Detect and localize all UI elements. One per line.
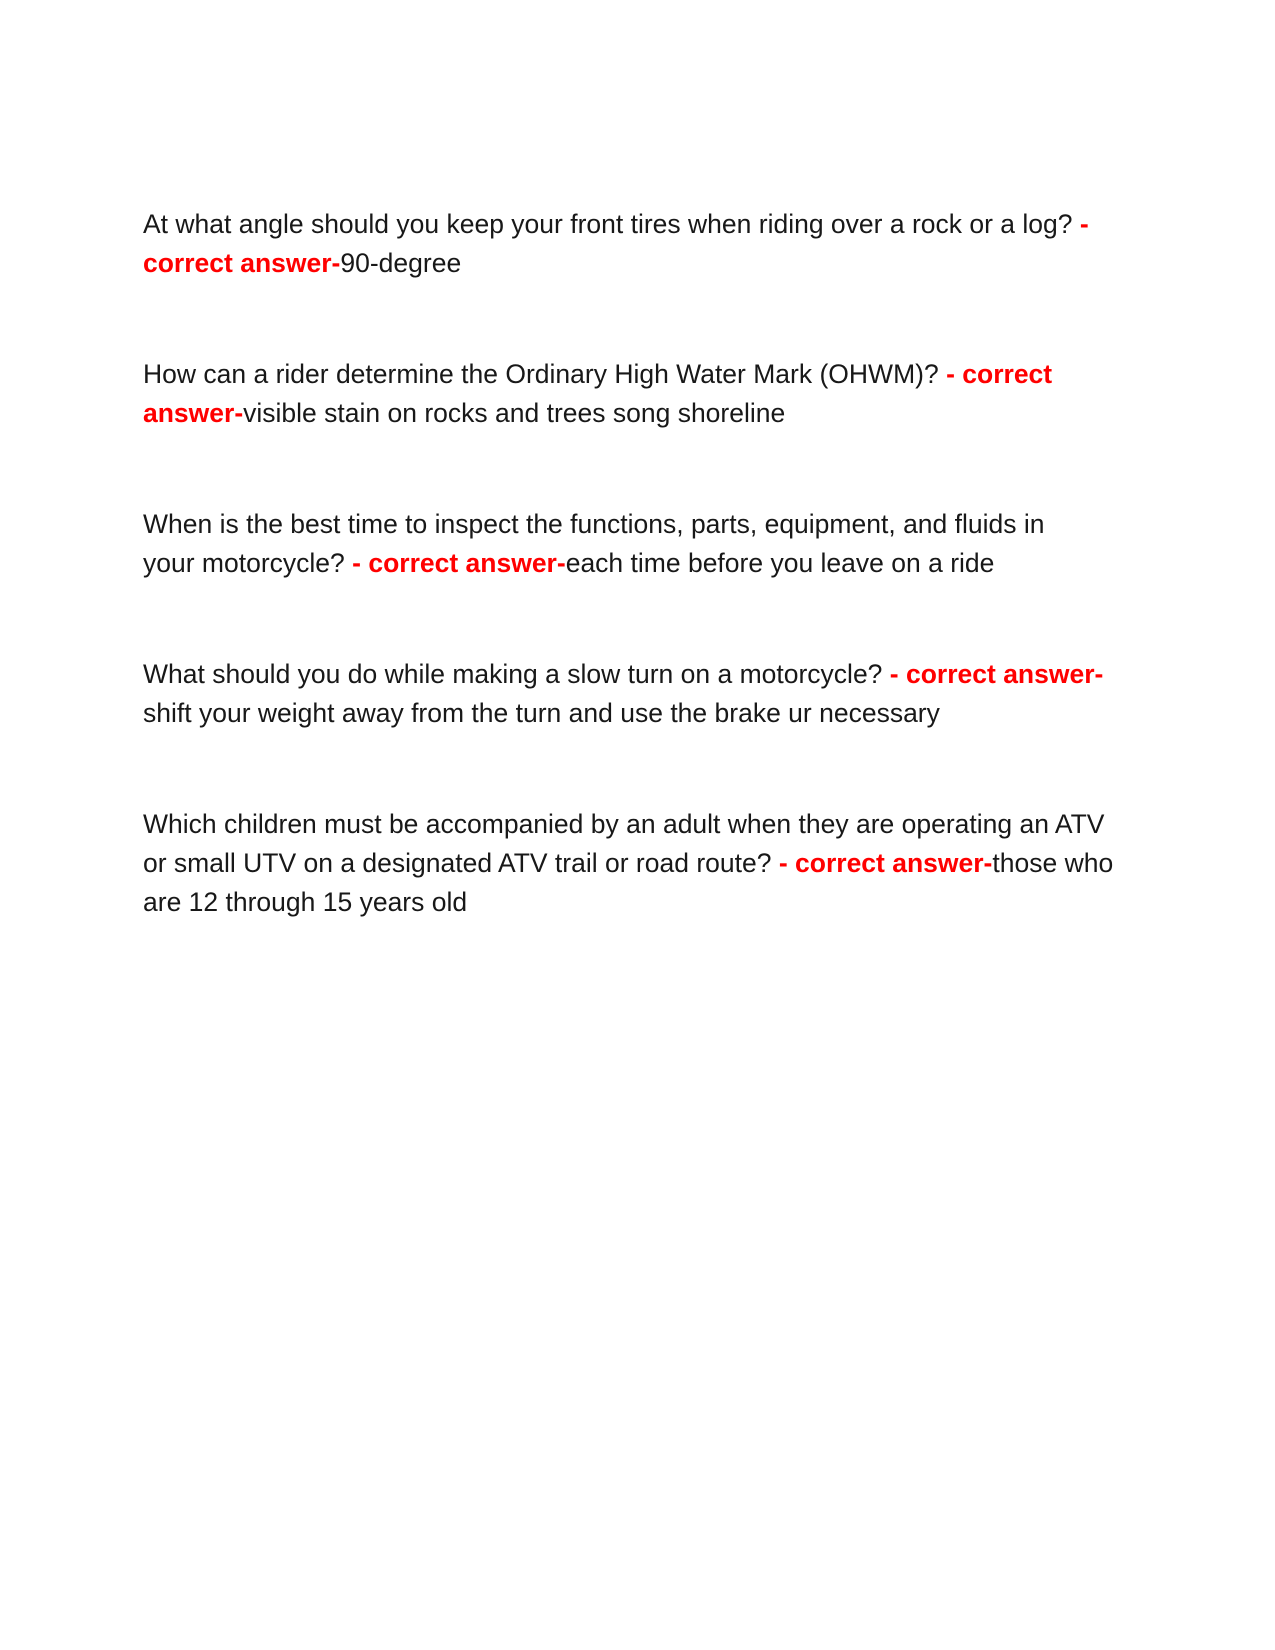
- text-line: [143, 505, 1155, 544]
- text-line: [143, 883, 1155, 922]
- text-segment: What should you do while making a slow turn on a motorcycle?: [143, 659, 890, 689]
- text-line: [143, 394, 1155, 433]
- text-segment: each time before you leave on a ride: [565, 548, 995, 578]
- text-line: [143, 205, 1155, 244]
- text-segment: are 12 through 15 years old: [143, 887, 468, 917]
- qa-paragraph: [143, 205, 1155, 283]
- correct-answer-marker: correct answer-: [143, 248, 341, 278]
- correct-answer-marker: -: [1079, 209, 1089, 239]
- qa-paragraph: [143, 505, 1155, 583]
- text-line: [143, 544, 1155, 583]
- text-segment: your motorcycle?: [143, 548, 353, 578]
- text-segment: visible stain on rocks and trees song shoreline: [243, 398, 786, 428]
- qa-paragraph: [143, 805, 1155, 922]
- text-line: [143, 355, 1155, 394]
- text-line: [143, 244, 1155, 283]
- text-line: [143, 805, 1155, 844]
- text-segment: or small UTV on a designated ATV trail or road route?: [143, 848, 779, 878]
- correct-answer-marker: - correct answer-: [778, 848, 993, 878]
- text-line: [143, 655, 1155, 694]
- text-segment: 90-degree: [340, 248, 462, 278]
- text-segment: shift your weight away from the turn and use the brake ur necessary: [143, 698, 940, 728]
- correct-answer-marker: - correct answer-: [352, 548, 566, 578]
- text-segment: How can a rider determine the Ordinary High Water Mark (OHWM)?: [143, 359, 947, 389]
- text-segment: At what angle should you keep your front tires when riding over a rock or a log?: [143, 209, 1080, 239]
- qa-paragraph: [143, 355, 1155, 433]
- text-segment: those who: [992, 848, 1114, 878]
- correct-answer-marker: answer-: [143, 398, 244, 428]
- text-segment: Which children must be accompanied by an adult when they are operating an ATV: [143, 809, 1105, 839]
- correct-answer-marker: - correct: [946, 359, 1053, 389]
- qa-paragraph: [143, 655, 1155, 733]
- text-segment: When is the best time to inspect the functions, parts, equipment, and fluids in: [143, 509, 1045, 539]
- text-line: [143, 844, 1155, 883]
- qa-list: [143, 205, 1155, 922]
- text-line: [143, 694, 1155, 733]
- correct-answer-marker: - correct answer-: [889, 659, 1104, 689]
